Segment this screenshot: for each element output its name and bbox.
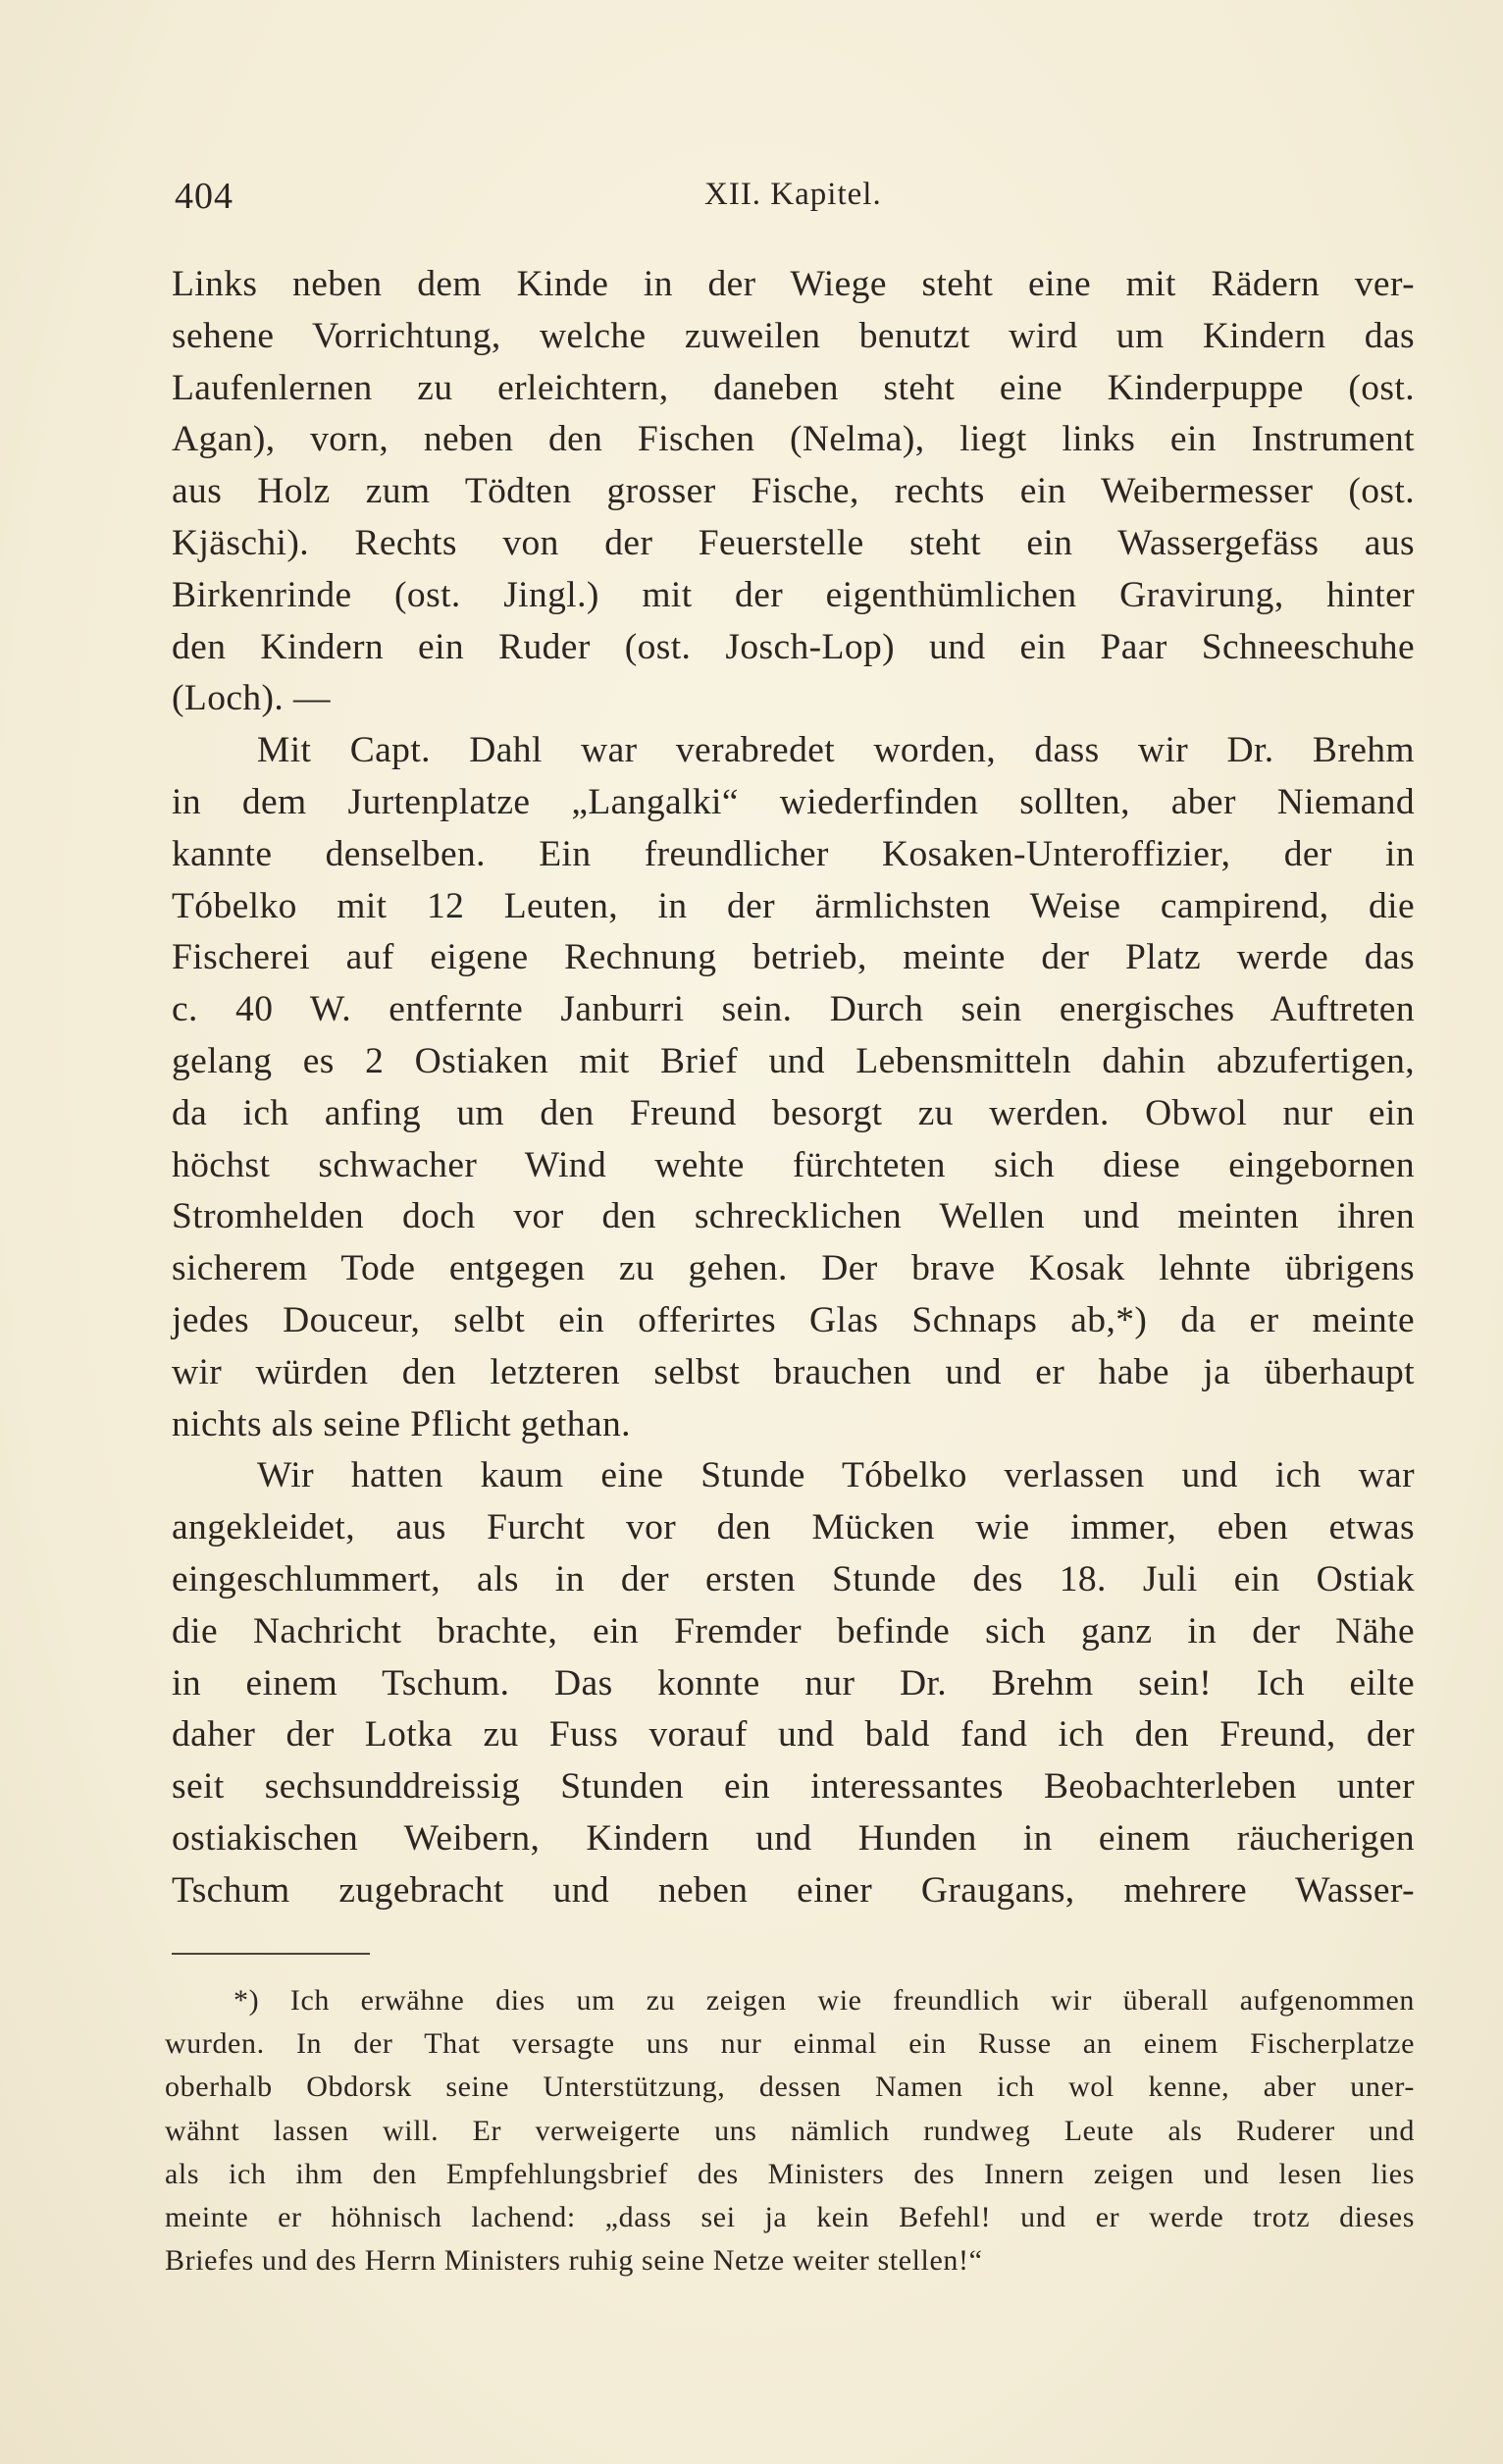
body-line: eingeschlummert, als in der ersten Stunde des 18. Juli ein Ostiak [172,1558,1415,1599]
body-line: in dem Jurtenplatze „Langalki“ wiederfinden sollten, aber Niemand [172,781,1415,822]
footnote-line: als ich ihm den Empfehlungsbrief des Ministers des Innern zeigen und lesen lies [165,2157,1415,2190]
footnote-line: Briefes und des Herrn Ministers ruhig seine Netze weiter stellen!“ [165,2244,983,2278]
body-line: Laufenlernen zu erleichtern, daneben steht eine Kinderpuppe (ost. [172,367,1415,408]
body-line: höchst schwacher Wind wehte fürchteten sich diese eingebornen [172,1144,1415,1185]
body-line: daher der Lotka zu Fuss vorauf und bald fand ich den Freund, der [172,1714,1415,1756]
body-line: Kjäschi). Rechts von der Feuerstelle steht ein Wassergefäss aus [172,522,1415,563]
body-line: Tóbelko mit 12 Leuten, in der ärmlichsten Weise campirend, die [172,885,1415,926]
body-line: Agan), vorn, neben den Fischen (Nelma), liegt links ein Instrument [172,419,1415,460]
body-line: sicherem Tode entgegen zu gehen. Der brave Kosak lehnte übrigens [172,1248,1415,1289]
body-line: angekleidet, aus Furcht vor den Mücken wie immer, eben etwas [172,1507,1415,1548]
body-line: nichts als seine Pflicht gethan. [172,1403,631,1444]
body-line: ostiakischen Weibern, Kindern und Hunden in einem räucherigen [172,1817,1415,1859]
body-line: da ich anfing um den Freund besorgt zu werden. Obwol nur ein [172,1092,1415,1133]
body-line: Links neben dem Kinde in der Wiege steht eine mit Rädern ver- [172,264,1415,304]
body-line: Wir hatten kaum eine Stunde Tóbelko verlassen und ich war [257,1455,1415,1496]
body-line: seit sechsunddreissig Stunden ein interessantes Beobachterleben unter [172,1766,1415,1808]
body-line: c. 40 W. entfernte Janburri sein. Durch sein energisches Auftreten [172,989,1415,1030]
body-text [172,259,1415,1917]
body-line: Tschum zugebracht und neben einer Graugans, mehrere Wasser- [172,1869,1415,1911]
body-line: wir würden den letzteren selbst brauchen und er habe ja überhaupt [172,1351,1415,1392]
footnote-line: meinte er höhnisch lachend: „dass sei ja kein Befehl! und er werde trotz dieses [165,2200,1415,2233]
body-line: Birkenrinde (ost. Jingl.) mit der eigenthümlichen Gravirung, hinter [172,574,1415,615]
footnote [165,1979,1415,2282]
body-line: (Loch). — [172,678,331,719]
body-line: den Kindern ein Ruder (ost. Josch-Lop) und ein Paar Schneeschuhe [172,626,1415,667]
footnote-line: oberhalb Obdorsk seine Unterstützung, dessen Namen ich wol kenne, aber uner- [165,2071,1415,2104]
body-line: jedes Douceur, selbt ein offerirtes Glas Schnaps ab,*) da er meinte [172,1299,1415,1340]
footnote-line: *) Ich erwähne dies um zu zeigen wie freundlich wir überall aufgenommen [233,1984,1415,2017]
body-line: kannte denselben. Ein freundlicher Kosaken-Unteroffizier, der in [172,833,1415,874]
body-line: in einem Tschum. Das konnte nur Dr. Brehm sein! Ich eilte [172,1662,1415,1704]
body-line: Fischerei auf eigene Rechnung betrieb, meinte der Platz werde das [172,937,1415,978]
body-line: Mit Capt. Dahl war verabredet worden, dass wir Dr. Brehm [257,730,1415,771]
running-head: XII. Kapitel. [704,177,882,212]
body-line: Stromhelden doch vor den schrecklichen Wellen und meinten ihren [172,1196,1415,1237]
body-line: die Nachricht brachte, ein Fremder befinde sich ganz in der Nähe [172,1610,1415,1651]
footnote-divider [172,1953,370,1955]
body-line: aus Holz zum Tödten grosser Fische, rechts ein Weibermesser (ost. [172,471,1415,512]
page-header [175,175,1413,224]
body-line: sehene Vorrichtung, welche zuweilen benutzt wird um Kindern das [172,315,1415,356]
body-line: gelang es 2 Ostiaken mit Brief und Lebensmitteln dahin abzufertigen, [172,1040,1415,1081]
footnote-line: wurden. In der That versagte uns nur einmal ein Russe an einem Fischerplatze [165,2027,1415,2061]
footnote-line: wähnt lassen will. Er verweigerte uns nämlich rundweg Leute als Ruderer und [165,2114,1415,2147]
page-number: 404 [175,176,233,217]
